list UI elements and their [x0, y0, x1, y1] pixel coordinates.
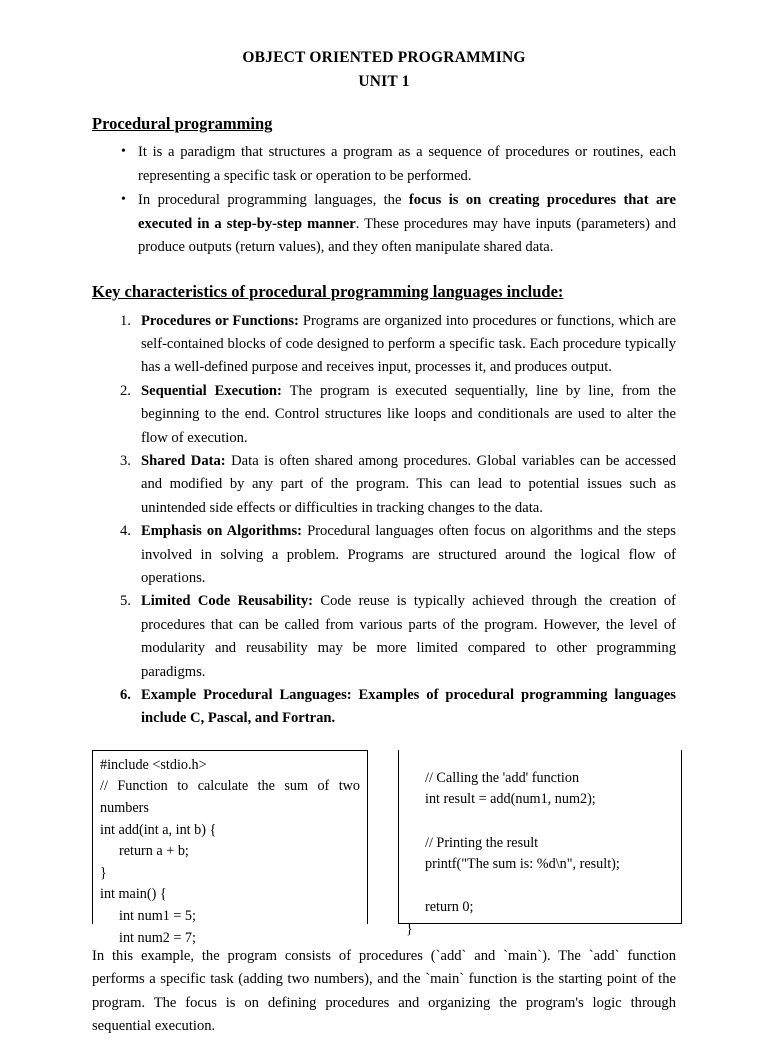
list-item — [141, 450, 676, 520]
list-item-body: Examples of procedural programming languages include C, Pascal, and Fortran. — [141, 687, 676, 727]
list-item — [138, 189, 676, 260]
bullet-text-plain-after: . These procedures may have inputs (parameters) and produce outputs (return values), and they often manipulate shared data. — [138, 215, 676, 255]
list-item-term: Sequential Execution: — [141, 382, 282, 399]
code-line: #include <stdio.h> — [100, 756, 207, 773]
code-line: } — [100, 864, 107, 881]
code-line: int result = add(num1, num2); — [425, 791, 596, 808]
document-title-line-1: OBJECT ORIENTED PROGRAMMING — [242, 49, 526, 66]
code-line: // Printing the result — [425, 834, 539, 851]
list-item-body: Procedural languages often focus on algorithms and the steps involved in solving a problem. Programs are structured around the logical flow of operations. — [141, 523, 676, 586]
list-item — [141, 380, 676, 450]
list-item-body: Data is often shared among procedures. Global variables can be accessed and modified by any part of the program. This can lead to potential issues such as unintended side effects or difficulties in tracking changes to the data. — [141, 452, 676, 516]
section-heading-key-characteristics: Key characteristics of procedural programming languages include: — [92, 281, 564, 301]
code-line: int num2 = 7; — [119, 929, 196, 946]
bullet-text-plain-before: It is a paradigm that structures a program as a sequence of procedures or routines, each representing a specific task or operation to be performed. — [138, 144, 676, 184]
list-item-term: Procedures or Functions: — [141, 312, 299, 329]
code-line: return 0; — [425, 899, 474, 916]
list-item-body: The program is executed sequentially, line by line, from the beginning to the end. Control structures like loops and conditionals are used to alter the flow of execution. — [141, 382, 676, 446]
document-title-line-2: UNIT 1 — [358, 73, 410, 90]
section-heading-procedural-programming: Procedural programming — [92, 114, 273, 133]
code-line-blank — [406, 811, 674, 833]
code-block-right — [398, 750, 682, 937]
code-line: } — [406, 920, 413, 937]
list-item-body: Programs are organized into procedures or functions, which are self-contained blocks of code designed to perform a specific task. Each procedure typically has a well-defined purpose and receives input, processes it, and produces output. — [141, 312, 676, 376]
bullet-text-bold: focus is on creating procedures that are executed in a step-by-step manner — [138, 192, 676, 232]
key-characteristics-numbered-list — [0, 310, 768, 731]
code-line: int num1 = 5; — [119, 907, 196, 924]
section-heading-container — [92, 282, 768, 302]
code-example-area — [0, 750, 768, 946]
code-block-left — [92, 750, 368, 946]
list-item — [138, 141, 676, 188]
code-line: int main() { — [100, 886, 167, 903]
list-item — [141, 520, 676, 590]
code-line: int add(int a, int b) { — [100, 821, 217, 838]
code-line-blank — [406, 876, 674, 898]
list-item-term: Example Procedural Languages: — [141, 687, 352, 703]
closing-paragraph: In this example, the program consists of procedures (`add` and `main`). The `add` function performs a specific task (adding two numbers), and the `main` function is the starting point of the program. The focus is on defining procedures and organizing the program's logic through sequential execution. — [92, 947, 676, 1035]
code-line: // Function to calculate the sum of two — [100, 778, 360, 795]
section-heading-container — [92, 114, 768, 134]
list-item-term: Shared Data: — [141, 452, 226, 469]
list-item — [141, 310, 676, 380]
list-item-body: Code reuse is typically achieved through the creation of procedures that can be called from various parts of the program. However, the level of modularity and reusability may be more limited compared to other programming paradigms. — [141, 593, 676, 680]
code-line: numbers — [100, 800, 149, 816]
list-item — [141, 590, 676, 684]
procedural-programming-bullet-list — [0, 141, 768, 260]
list-item-term: Emphasis on Algorithms: — [141, 523, 302, 540]
code-line: printf("The sum is: %d\n", result); — [425, 856, 620, 873]
list-item — [141, 684, 676, 731]
list-item-term: Limited Code Reusability: — [141, 593, 314, 610]
code-line: // Calling the 'add' function — [425, 769, 580, 786]
code-line: return a + b; — [119, 843, 189, 860]
bullet-text-plain-before: In procedural programming languages, the — [138, 192, 409, 208]
